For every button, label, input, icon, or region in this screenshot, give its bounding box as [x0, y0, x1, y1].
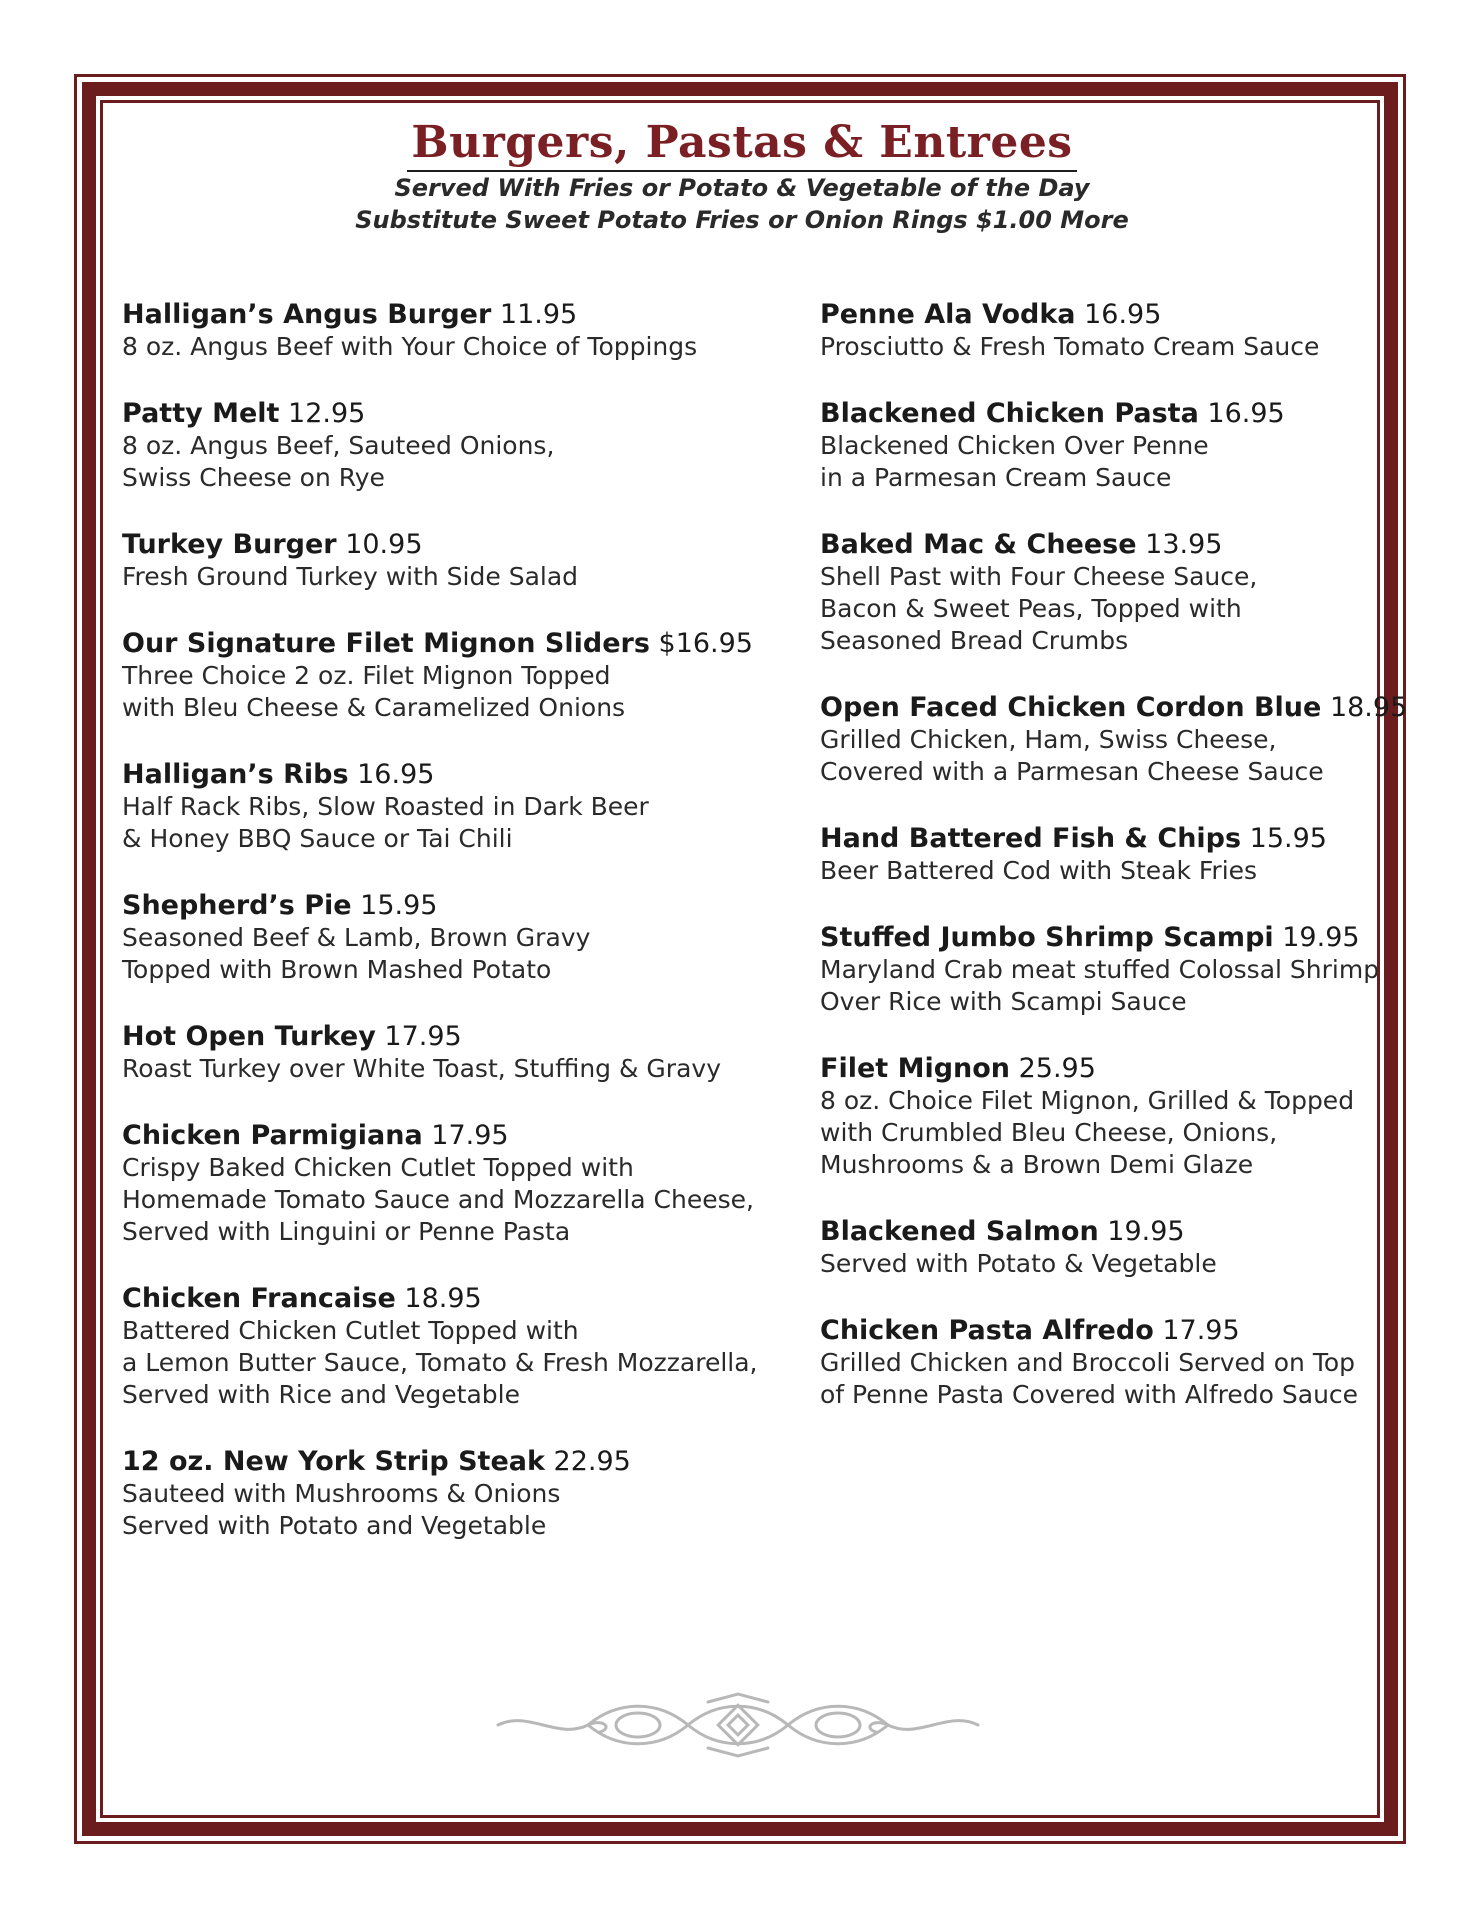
menu-item: [122, 1020, 762, 1085]
menu-item-heading: [122, 528, 762, 561]
menu-item-description-line: Topped with Brown Mashed Potato: [122, 955, 552, 984]
menu-item-name: Baked Mac & Cheese: [820, 529, 1137, 560]
menu-item-heading: [820, 691, 1408, 724]
menu-item-description: [122, 561, 762, 593]
menu-item-name: Chicken Francaise: [122, 1283, 396, 1314]
menu-item-heading: [820, 298, 1380, 331]
menu-item-price: 16.95: [357, 759, 435, 790]
menu-item-price: 12.95: [288, 398, 366, 429]
menu-item-name: Stuffed Jumbo Shrimp Scampi: [820, 922, 1274, 953]
menu-item-description: [122, 1315, 762, 1411]
menu-item-price: $16.95: [658, 628, 753, 659]
menu-column-right: [820, 298, 1408, 1445]
menu-item-description-line: with Bleu Cheese & Caramelized Onions: [122, 693, 626, 722]
menu-item-description-line: Grilled Chicken, Ham, Swiss Cheese,: [820, 725, 1277, 754]
menu-item: [820, 528, 1380, 657]
menu-item-name: Shepherd’s Pie: [122, 890, 352, 921]
menu-item-name: Penne Ala Vodka: [820, 299, 1076, 330]
menu-item-description: [820, 724, 1380, 788]
menu-item-description-line: Seasoned Bread Crumbs: [820, 626, 1129, 655]
menu-item-name: Hand Battered Fish & Chips: [820, 823, 1242, 854]
menu-item-heading: [820, 1314, 1380, 1347]
menu-item-description: [820, 1347, 1380, 1411]
menu-item: [122, 889, 762, 986]
menu-item-description-line: Maryland Crab meat stuffed Colossal Shrimp: [820, 955, 1380, 984]
menu-item-description-line: Blackened Chicken Over Penne: [820, 431, 1209, 460]
menu-item-heading: [122, 627, 762, 660]
menu-item-heading: [122, 758, 762, 791]
menu-item-heading: [820, 1052, 1380, 1085]
menu-item: [122, 1445, 762, 1542]
menu-item-price: 17.95: [384, 1021, 462, 1052]
menu-item: [122, 1282, 762, 1411]
menu-item-description-line: Sauteed with Mushrooms & Onions: [122, 1479, 561, 1508]
menu-item-description-line: & Honey BBQ Sauce or Tai Chili: [122, 824, 513, 853]
menu-item-description: [122, 1053, 762, 1085]
menu-item-description-line: Shell Past with Four Cheese Sauce,: [820, 562, 1258, 591]
menu-item-description-line: Three Choice 2 oz. Filet Mignon Topped: [122, 661, 611, 690]
menu-item-description: [820, 1248, 1380, 1280]
menu-item-description: [122, 922, 762, 986]
menu-item-name: Filet Mignon: [820, 1053, 1011, 1084]
menu-item-description: [820, 855, 1380, 887]
menu-item: [122, 528, 762, 593]
menu-item-description-line: in a Parmesan Cream Sauce: [820, 463, 1172, 492]
menu-item-description-line: Swiss Cheese on Rye: [122, 463, 385, 492]
menu-item: [122, 1119, 762, 1248]
menu-item: [820, 298, 1380, 363]
menu-item-description: [820, 561, 1380, 657]
menu-column-left: [122, 298, 762, 1576]
menu-item-heading: [122, 1020, 762, 1053]
menu-item: [820, 691, 1408, 788]
menu-item-price: 18.95: [1329, 692, 1408, 723]
menu-item: [122, 758, 762, 855]
menu-item-description: [820, 430, 1380, 494]
menu-item-description: [122, 1152, 762, 1248]
menu-item-name: Blackened Chicken Pasta: [820, 398, 1199, 429]
menu-item-price: 15.95: [360, 890, 438, 921]
page-title: Burgers, Pastas & Entrees: [407, 118, 1076, 172]
menu-item-price: 19.95: [1282, 922, 1360, 953]
menu-item-description-line: Served with Potato and Vegetable: [122, 1511, 547, 1540]
menu-item-description-line: Covered with a Parmesan Cheese Sauce: [820, 757, 1324, 786]
flourish-ornament-icon: [488, 1690, 988, 1760]
menu-item-name: Patty Melt: [122, 398, 280, 429]
menu-item-description-line: 8 oz. Choice Filet Mignon, Grilled & Topped: [820, 1086, 1355, 1115]
menu-item: [820, 822, 1380, 887]
menu-item: [122, 627, 762, 724]
menu-item-name: Turkey Burger: [122, 529, 337, 560]
menu-item-description-line: Served with Potato & Vegetable: [820, 1249, 1217, 1278]
menu-item-heading: [820, 528, 1380, 561]
menu-item-name: 12 oz. New York Strip Steak: [122, 1446, 545, 1477]
menu-item-price: 10.95: [345, 529, 423, 560]
menu-item-name: Blackened Salmon: [820, 1216, 1099, 1247]
menu-item-description-line: Grilled Chicken and Broccoli Served on Top: [820, 1348, 1356, 1377]
menu-item-description-line: Beer Battered Cod with Steak Fries: [820, 856, 1258, 885]
menu-item-description-line: Seasoned Beef & Lamb, Brown Gravy: [122, 923, 591, 952]
menu-item-heading: [820, 822, 1380, 855]
menu-item-description: [122, 331, 762, 363]
menu-item-description-line: Served with Linguini or Penne Pasta: [122, 1217, 571, 1246]
menu-item-price: 16.95: [1207, 398, 1285, 429]
menu-item-name: Hot Open Turkey: [122, 1021, 376, 1052]
menu-item-description-line: 8 oz. Angus Beef with Your Choice of Toppings: [122, 332, 698, 361]
menu-item-price: 22.95: [553, 1446, 631, 1477]
menu-item: [122, 397, 762, 494]
menu-item-description: [122, 660, 762, 724]
menu-item-description-line: Over Rice with Scampi Sauce: [820, 987, 1187, 1016]
menu-item-description-line: Bacon & Sweet Peas, Topped with: [820, 594, 1242, 623]
menu-item-description-line: Crispy Baked Chicken Cutlet Topped with: [122, 1153, 634, 1182]
menu-item-name: Halligan’s Ribs: [122, 759, 349, 790]
menu-item-price: 13.95: [1145, 529, 1223, 560]
menu-item-description: [122, 1478, 762, 1542]
menu-item-description-line: Roast Turkey over White Toast, Stuffing & Gravy: [122, 1054, 721, 1083]
menu-item-heading: [122, 1119, 762, 1152]
menu-item-heading: [820, 1215, 1380, 1248]
menu-item-name: Open Faced Chicken Cordon Blue: [820, 692, 1322, 723]
menu-item-heading: [820, 397, 1380, 430]
menu-item-price: 17.95: [431, 1120, 509, 1151]
menu-item-price: 18.95: [404, 1283, 482, 1314]
subtitle-line-1: Served With Fries or Potato & Vegetable of the Day: [394, 174, 1090, 202]
menu-item-heading: [122, 298, 762, 331]
menu-item-description-line: 8 oz. Angus Beef, Sauteed Onions,: [122, 431, 555, 460]
menu-item-description-line: Prosciutto & Fresh Tomato Cream Sauce: [820, 332, 1320, 361]
menu-item-description-line: Fresh Ground Turkey with Side Salad: [122, 562, 579, 591]
menu-item-price: 19.95: [1107, 1216, 1185, 1247]
menu-item-heading: [820, 921, 1380, 954]
menu-item-price: 11.95: [499, 299, 578, 330]
menu-item-price: 16.95: [1084, 299, 1162, 330]
menu-item-description: [820, 1085, 1380, 1181]
menu-item-heading: [122, 1282, 762, 1315]
menu-item: [820, 1314, 1380, 1411]
menu-item-name: Chicken Parmigiana: [122, 1120, 423, 1151]
menu-item-name: Chicken Pasta Alfredo: [820, 1315, 1154, 1346]
menu-item-description-line: a Lemon Butter Sauce, Tomato & Fresh Mozzarella,: [122, 1348, 758, 1377]
menu-item: [820, 397, 1380, 494]
menu-item-heading: [122, 1445, 762, 1478]
menu-item-description-line: Half Rack Ribs, Slow Roasted in Dark Beer: [122, 792, 649, 821]
menu-item-price: 15.95: [1249, 823, 1327, 854]
menu-item-description: [122, 791, 762, 855]
menu-item-description-line: Homemade Tomato Sauce and Mozzarella Cheese,: [122, 1185, 754, 1214]
menu-item-name: Halligan’s Angus Burger: [122, 299, 492, 330]
subtitle-line-2: Substitute Sweet Potato Fries or Onion Rings $1.00 More: [355, 206, 1129, 234]
menu-header: [0, 118, 1484, 236]
menu-item-description-line: of Penne Pasta Covered with Alfredo Sauce: [820, 1380, 1359, 1409]
menu-item-description-line: with Crumbled Bleu Cheese, Onions,: [820, 1118, 1278, 1147]
menu-item-description-line: Served with Rice and Vegetable: [122, 1380, 520, 1409]
menu-item-heading: [122, 889, 762, 922]
menu-item-price: 17.95: [1162, 1315, 1240, 1346]
menu-item: [820, 1052, 1380, 1181]
menu-item-description: [820, 331, 1380, 363]
menu-item-description: [122, 430, 762, 494]
menu-item: [122, 298, 762, 363]
menu-item: [820, 921, 1380, 1018]
menu-item-price: 25.95: [1018, 1053, 1096, 1084]
menu-item: [820, 1215, 1380, 1280]
menu-item-description: [820, 954, 1380, 1018]
menu-item-description-line: Mushrooms & a Brown Demi Glaze: [820, 1150, 1254, 1179]
menu-item-name: Our Signature Filet Mignon Sliders: [122, 628, 650, 659]
menu-item-heading: [122, 397, 762, 430]
menu-item-description-line: Battered Chicken Cutlet Topped with: [122, 1316, 579, 1345]
